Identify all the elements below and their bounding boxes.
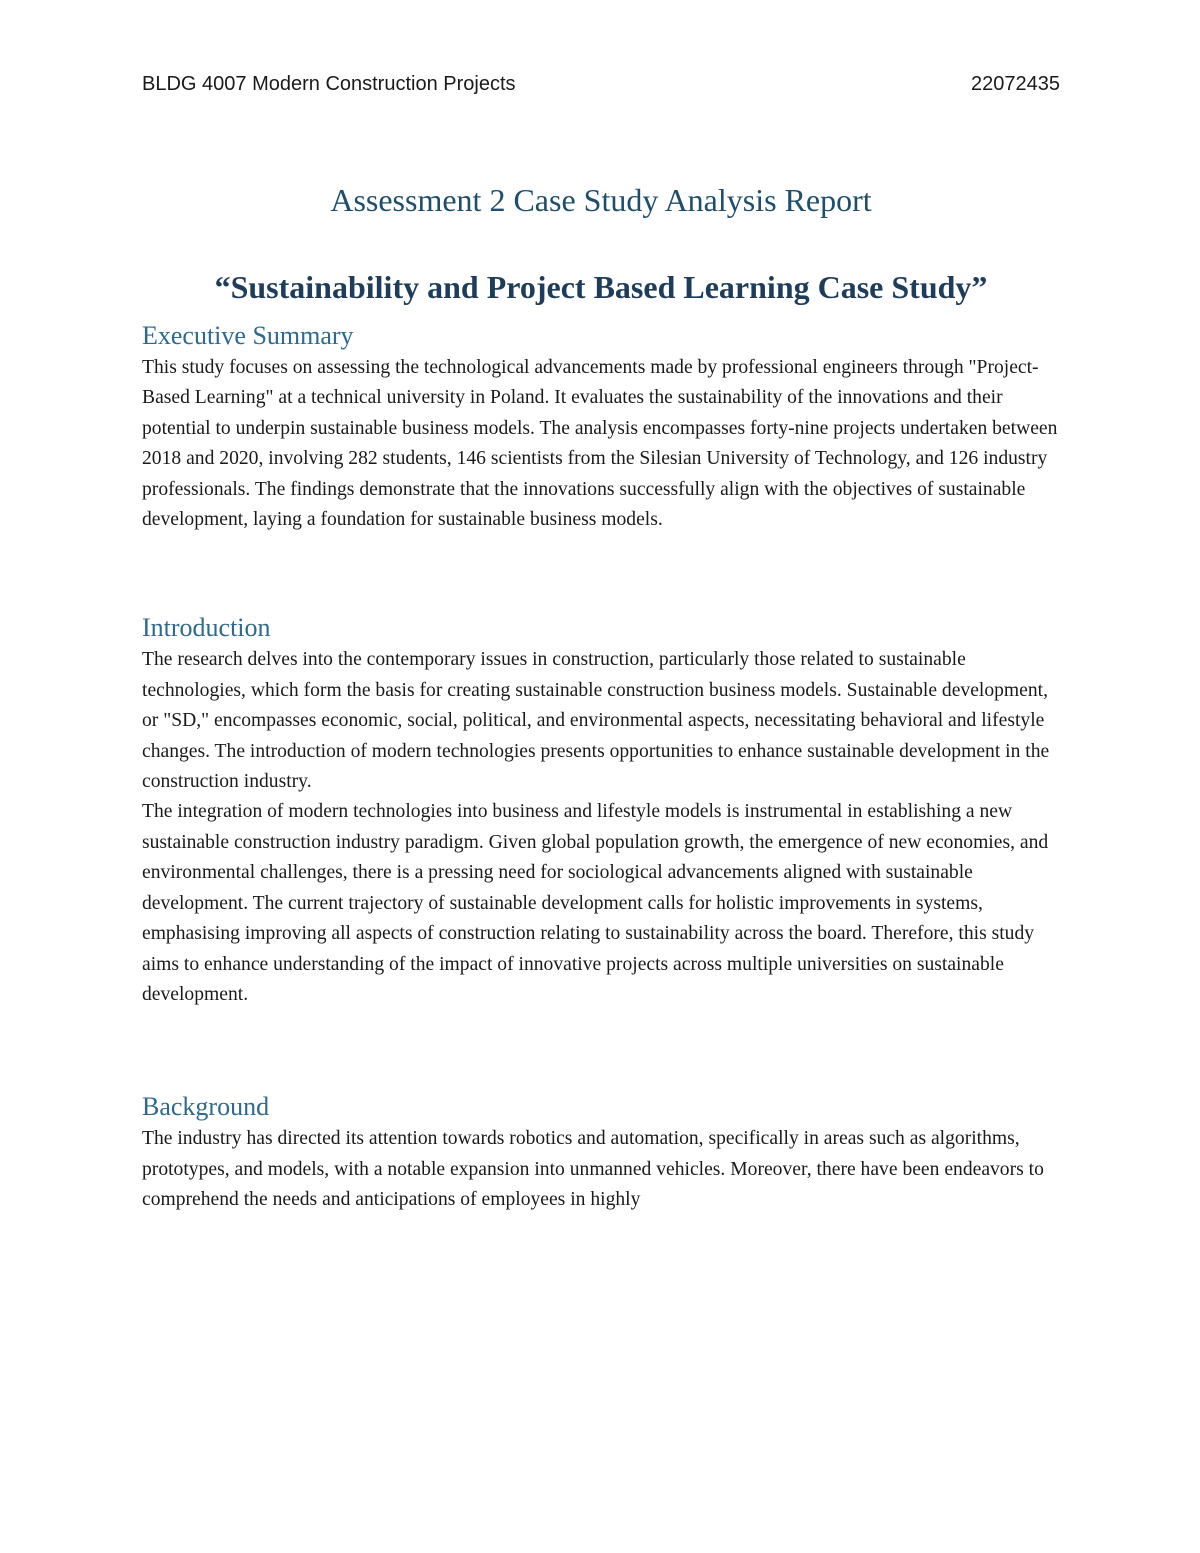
background-heading: Background xyxy=(142,1092,270,1122)
page-header xyxy=(142,73,1060,101)
introduction-heading: Introduction xyxy=(142,613,271,643)
executive-summary-heading: Executive Summary xyxy=(142,321,354,350)
background-paragraph: The industry has directed its attention towards robotics and automation, specifically in areas such as algorithms, prototypes, and models, with a notable expansion into unmanned vehicles. Moreover, there have been endeavors to comprehend the needs and anticipations of employees in highly xyxy=(142,1128,1044,1211)
student-id: 22072435 xyxy=(971,73,1060,95)
executive-summary-paragraph: This study focuses on assessing the technological advancements made by professional engineers through "Project-Based Learning" at a technical university in Poland. It evaluates the sustainability of the innovations and their potential to underpin sustainable business models. The analysis encompasses forty-nine projects undertaken between 2018 and 2020, involving 282 students, 146 scientists from the Silesian University of Technology, and 126 industry professionals. The findings demonstrate that the innovations successfully align with the objectives of sustainable development, laying a foundation for sustainable business models. xyxy=(142,357,1058,531)
course-title: BLDG 4007 Modern Construction Projects xyxy=(142,73,516,95)
document-subtitle: “Sustainability and Project Based Learning Case Study” xyxy=(214,269,988,305)
document-title: Assessment 2 Case Study Analysis Report xyxy=(330,182,872,218)
introduction-paragraph-2: The integration of modern technologies into business and lifestyle models is instrumental in establishing a new sustainable construction industry paradigm. Given global population growth, the emergence of new economies, and environmental challenges, there is a pressing need for sociological advancements aligned with sustainable development. The current trajectory of sustainable development calls for holistic improvements in systems, emphasising improving all aspects of construction relating to sustainability across the board. Therefore, this study aims to enhance understanding of the impact of innovative projects across multiple universities on sustainable development. xyxy=(142,801,1049,1005)
introduction-paragraph-1: The research delves into the contemporary issues in construction, particularly those related to sustainable technologies, which form the basis for creating sustainable construction business models. Sustainable development, or "SD," encompasses economic, social, political, and environmental aspects, necessitating behavioral and lifestyle changes. The introduction of modern technologies presents opportunities to enhance sustainable development in the construction industry. xyxy=(142,649,1050,793)
introduction-section xyxy=(142,611,1060,1010)
document-body xyxy=(142,178,1060,1216)
executive-summary-section xyxy=(142,319,1060,535)
background-section xyxy=(142,1090,1060,1215)
